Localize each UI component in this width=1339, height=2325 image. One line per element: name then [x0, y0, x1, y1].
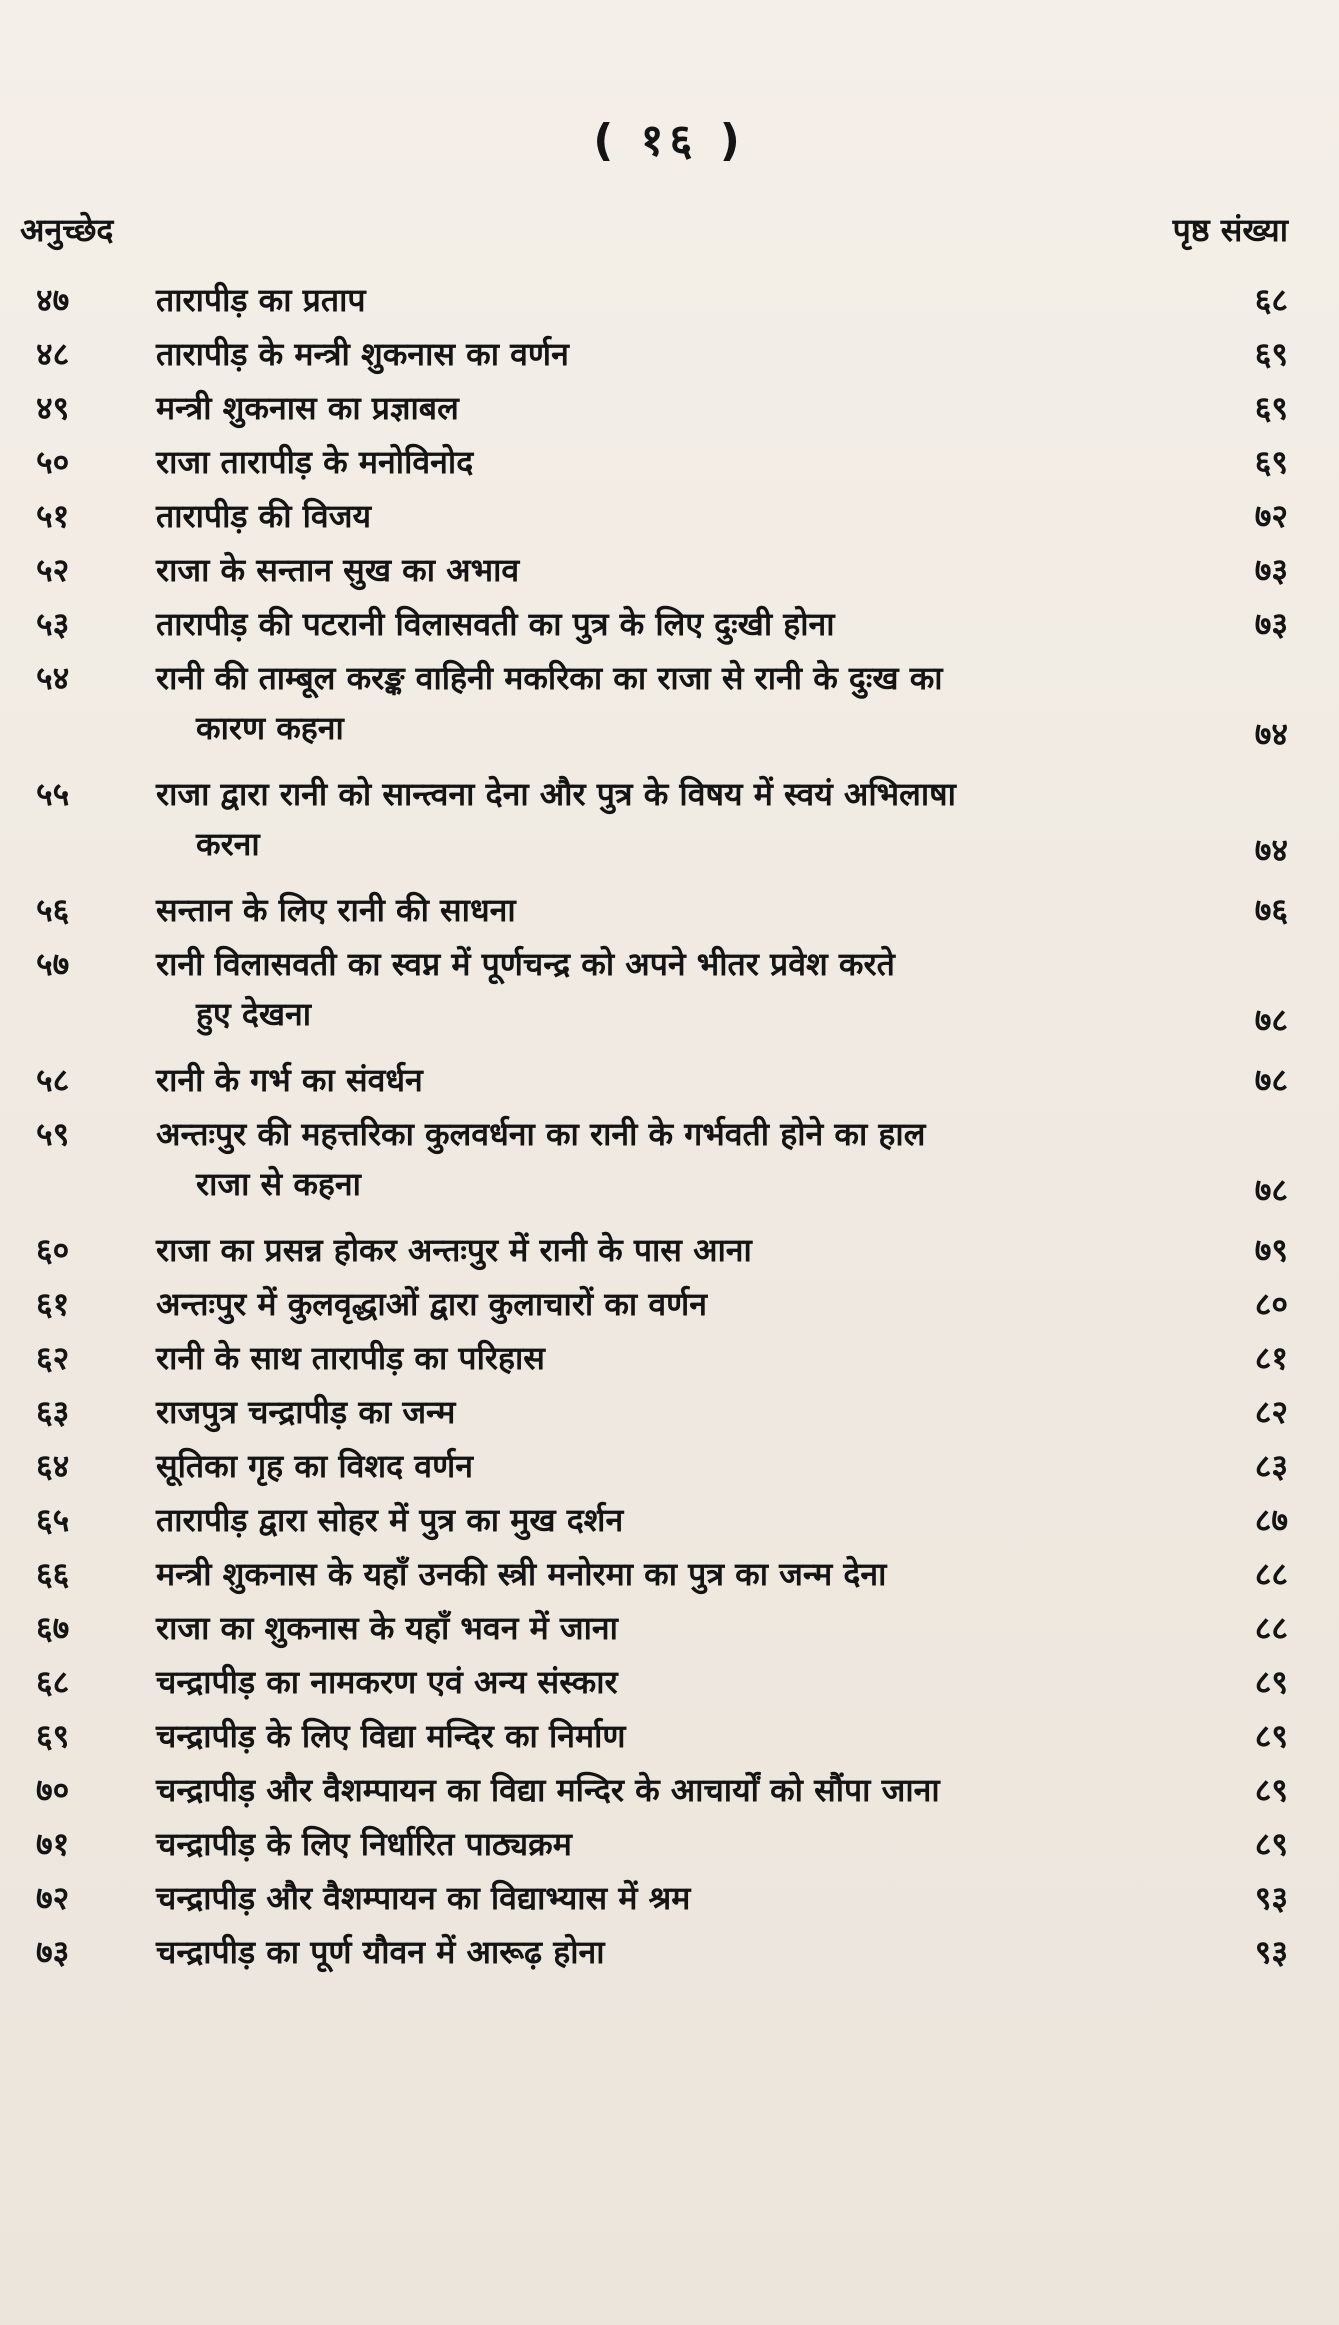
toc-entry	[36, 1873, 1288, 1927]
toc-entry	[36, 1387, 1288, 1441]
entry-title-line: चन्द्रापीड़ का पूर्ण यौवन में आरूढ़ होना	[156, 1933, 605, 1971]
toc-entry	[36, 1441, 1288, 1495]
toc-entry	[36, 1765, 1288, 1819]
entry-title-continuation: हुए देखना	[196, 995, 312, 1033]
toc-entry	[36, 599, 1288, 653]
entry-number: ५१	[36, 497, 70, 535]
entry-page-number: ८७	[1254, 1501, 1288, 1539]
entry-title	[156, 437, 1166, 487]
toc-entry	[36, 545, 1288, 599]
entry-title-line: तारापीड़ की पटरानी विलासवती का पुत्र के लिए दुःखी होना	[156, 605, 835, 643]
entry-title	[156, 1549, 1166, 1599]
header-section-label: अनुच्छेद	[20, 211, 114, 249]
entry-number: ४८	[36, 335, 70, 373]
entry-page-number: ७६	[1254, 891, 1288, 929]
entry-number: ५५	[36, 775, 70, 813]
entry-number: ६३	[36, 1393, 70, 1431]
toc-entry	[36, 1603, 1288, 1657]
toc-entry	[36, 939, 1288, 1055]
entry-title	[156, 1279, 1166, 1329]
entry-page-number: ७३	[1254, 551, 1288, 589]
entry-title-line: अन्तःपुर में कुलवृद्धाओं द्वारा कुलाचारों का वर्णन	[156, 1285, 708, 1323]
entry-title-line: रानी विलासवती का स्वप्न में पूर्णचन्द्र को अपने भीतर प्रवेश करते	[156, 945, 895, 983]
entry-title-continuation: करना	[196, 825, 260, 863]
entry-title-line: मन्त्री शुकनास के यहाँ उनकी स्त्री मनोरमा का पुत्र का जन्म देना	[156, 1555, 887, 1593]
toc-entry	[36, 1055, 1288, 1109]
entry-number: ५७	[36, 945, 70, 983]
table-of-contents	[36, 275, 1288, 1981]
entry-number: ५९	[36, 1115, 70, 1153]
entry-title	[156, 1333, 1166, 1383]
entry-page-number: ८३	[1254, 1447, 1288, 1485]
entry-number: ५४	[36, 659, 70, 697]
entry-page-number: ७९	[1254, 1231, 1288, 1269]
entry-title	[156, 599, 1166, 649]
entry-title-line: अन्तःपुर की महत्तरिका कुलवर्धना का रानी के गर्भवती होने का हाल	[156, 1115, 926, 1153]
entry-number: ७१	[36, 1825, 70, 1863]
entry-page-number: ६८	[1254, 281, 1288, 319]
entry-number: ५६	[36, 891, 70, 929]
toc-entry	[36, 383, 1288, 437]
toc-entry	[36, 885, 1288, 939]
entry-number: ५८	[36, 1061, 70, 1099]
entry-title-line: तारापीड़ की विजय	[156, 497, 372, 535]
entry-title-line: सूतिका गृह का विशद वर्णन	[156, 1447, 473, 1485]
entry-title-line: राजा का प्रसन्न होकर अन्तःपुर में रानी के पास आना	[156, 1231, 752, 1269]
toc-entry	[36, 1711, 1288, 1765]
toc-entry	[36, 491, 1288, 545]
entry-number: ६७	[36, 1609, 70, 1647]
entry-page-number: ८९	[1254, 1717, 1288, 1755]
header-page-label: पृष्ठ संख्या	[1172, 211, 1288, 249]
entry-page-number: ८८	[1254, 1609, 1288, 1647]
entry-number: ६५	[36, 1501, 70, 1539]
entry-title	[156, 1225, 1166, 1275]
toc-entry	[36, 1333, 1288, 1387]
entry-page-number: ८९	[1254, 1771, 1288, 1809]
toc-entry	[36, 1657, 1288, 1711]
entry-title-line: मन्त्री शुकनास का प्रज्ञाबल	[156, 389, 459, 427]
entry-page-number: ६९	[1254, 389, 1288, 427]
entry-page-number: ७८	[1254, 1061, 1288, 1099]
entry-title-line: चन्द्रापीड़ का नामकरण एवं अन्य संस्कार	[156, 1663, 618, 1701]
entry-number: ६९	[36, 1717, 70, 1755]
entry-page-number: ७८	[1254, 1001, 1288, 1039]
entry-page-number: ८९	[1254, 1825, 1288, 1863]
entry-title-continuation: राजा से कहना	[196, 1165, 361, 1203]
entry-number: ५०	[36, 443, 70, 481]
entry-number: ७३	[36, 1933, 70, 1971]
entry-title-line: राजा के सन्तान सुख का अभाव	[156, 551, 520, 589]
entry-title	[156, 939, 1166, 1039]
entry-page-number: ७८	[1254, 1171, 1288, 1209]
entry-title-line: रानी की ताम्बूल करङ्क वाहिनी मकरिका का राजा से रानी के दुःख का	[156, 659, 943, 697]
entry-title-line: राजा तारापीड़ के मनोविनोद	[156, 443, 474, 481]
entry-page-number: ६९	[1254, 443, 1288, 481]
entry-title	[156, 653, 1166, 753]
toc-entry	[36, 329, 1288, 383]
entry-number: ५३	[36, 605, 70, 643]
entry-title	[156, 1109, 1166, 1209]
entry-page-number: ८०	[1254, 1285, 1288, 1323]
entry-title	[156, 1765, 1166, 1815]
entry-title	[156, 1603, 1166, 1653]
entry-number: ६१	[36, 1285, 70, 1323]
entry-title	[156, 1495, 1166, 1545]
entry-title-line: चन्द्रापीड़ के लिए निर्धारित पाठ्यक्रम	[156, 1825, 572, 1863]
entry-title-line: राजपुत्र चन्द्रापीड़ का जन्म	[156, 1393, 456, 1431]
entry-title-line: रानी के गर्भ का संवर्धन	[156, 1061, 423, 1099]
entry-title-line: रानी के साथ तारापीड़ का परिहास	[156, 1339, 545, 1377]
entry-title	[156, 383, 1166, 433]
entry-title	[156, 275, 1166, 325]
entry-page-number: ९३	[1254, 1933, 1288, 1971]
entry-page-number: ६९	[1254, 335, 1288, 373]
entry-title	[156, 769, 1166, 869]
entry-page-number: ८१	[1254, 1339, 1288, 1377]
entry-title	[156, 1055, 1166, 1105]
entry-page-number: ७२	[1254, 497, 1288, 535]
entry-title	[156, 1873, 1166, 1923]
toc-entry	[36, 653, 1288, 769]
toc-entry	[36, 1927, 1288, 1981]
entry-title-line: चन्द्रापीड़ और वैशम्पायन का विद्या मन्दिर के आचार्यों को सौंपा जाना	[156, 1771, 940, 1809]
entry-number: ६४	[36, 1447, 70, 1485]
entry-number: ६२	[36, 1339, 70, 1377]
toc-entry	[36, 1495, 1288, 1549]
entry-title	[156, 1711, 1166, 1761]
entry-title	[156, 545, 1166, 595]
entry-number: ४७	[36, 281, 70, 319]
toc-header	[20, 208, 1288, 258]
entry-title-continuation: कारण कहना	[196, 709, 344, 747]
entry-number: ६०	[36, 1231, 70, 1269]
entry-title	[156, 1819, 1166, 1869]
toc-entry	[36, 1549, 1288, 1603]
entry-title	[156, 491, 1166, 541]
entry-page-number: ७४	[1254, 831, 1288, 869]
toc-entry	[36, 1225, 1288, 1279]
entry-title-line: तारापीड़ द्वारा सोहर में पुत्र का मुख दर्शन	[156, 1501, 624, 1539]
toc-entry	[36, 437, 1288, 491]
entry-title-line: सन्तान के लिए रानी की साधना	[156, 891, 516, 929]
entry-number: ७०	[36, 1771, 70, 1809]
entry-title-line: चन्द्रापीड़ और वैशम्पायन का विद्याभ्यास में श्रम	[156, 1879, 691, 1917]
entry-title	[156, 1441, 1166, 1491]
toc-entry	[36, 1819, 1288, 1873]
entry-page-number: ८८	[1254, 1555, 1288, 1593]
page-number: ( १६ )	[593, 115, 746, 166]
entry-page-number: ८२	[1254, 1393, 1288, 1431]
entry-title	[156, 1927, 1166, 1977]
entry-page-number: ९३	[1254, 1879, 1288, 1917]
toc-entry	[36, 1279, 1288, 1333]
toc-entry	[36, 769, 1288, 885]
entry-title-line: राजा द्वारा रानी को सान्त्वना देना और पुत्र के विषय में स्वयं अभिलाषा	[156, 775, 956, 813]
entry-number: ४९	[36, 389, 70, 427]
entry-title	[156, 1387, 1166, 1437]
entry-title-line: राजा का शुकनास के यहाँ भवन में जाना	[156, 1609, 618, 1647]
entry-title	[156, 885, 1166, 935]
entry-number: ६६	[36, 1555, 70, 1593]
entry-page-number: ८९	[1254, 1663, 1288, 1701]
entry-title-line: तारापीड़ के मन्त्री शुकनास का वर्णन	[156, 335, 569, 373]
entry-number: ५२	[36, 551, 70, 589]
entry-title	[156, 1657, 1166, 1707]
toc-entry	[36, 1109, 1288, 1225]
entry-page-number: ७४	[1254, 715, 1288, 753]
toc-entry	[36, 275, 1288, 329]
entry-title-line: चन्द्रापीड़ के लिए विद्या मन्दिर का निर्माण	[156, 1717, 626, 1755]
entry-title-line: तारापीड़ का प्रताप	[156, 281, 366, 319]
entry-number: ७२	[36, 1879, 70, 1917]
entry-title	[156, 329, 1166, 379]
entry-number: ६८	[36, 1663, 70, 1701]
entry-page-number: ७३	[1254, 605, 1288, 643]
